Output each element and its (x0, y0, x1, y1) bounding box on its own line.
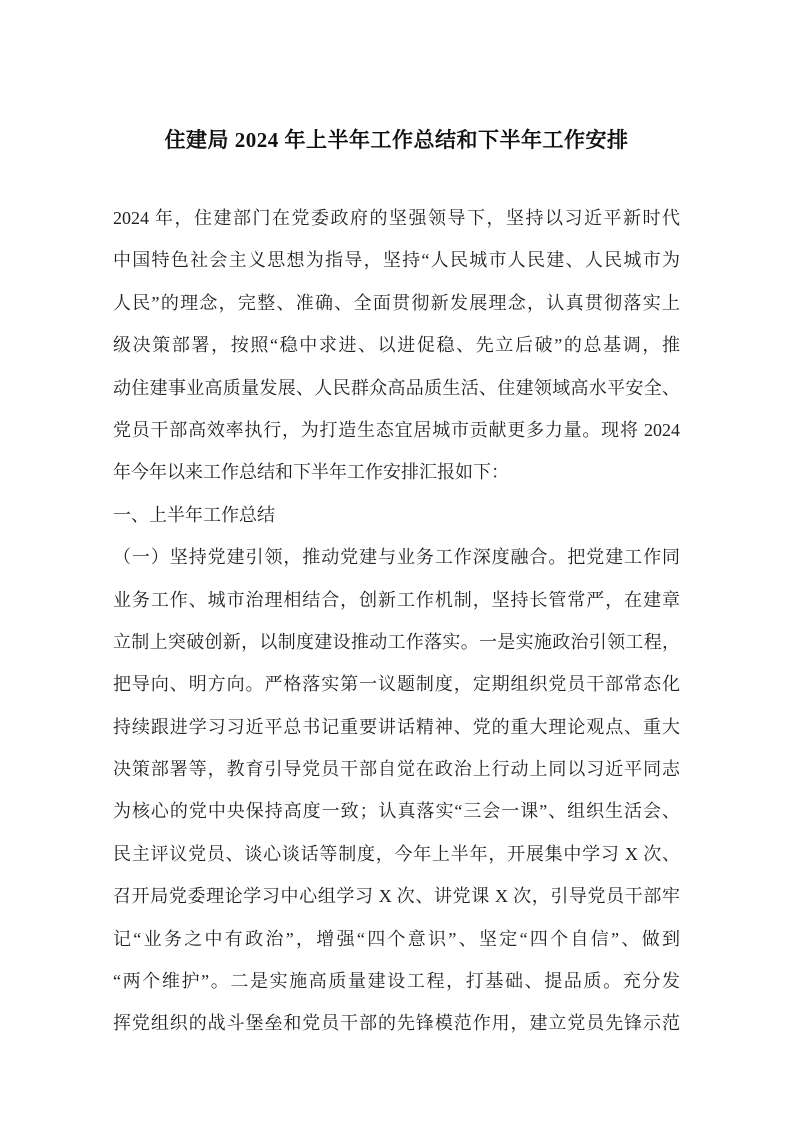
document-title: 住建局 2024 年上半年工作总结和下半年工作安排 (164, 128, 629, 152)
text-line: 记“业务之中有政治”，增强“四个意识”、坚定“四个自信”、做到 (113, 928, 680, 949)
text-line: 民主评议党员、谈心谈话等制度，今年上半年，开展集中学习 X 次、 (113, 843, 680, 864)
text-line: 中国特色社会主义思想为指导，坚持“人民城市人民建、人民城市为 (113, 250, 680, 271)
section-heading-line: 一、上半年工作总结 (113, 504, 275, 525)
text-line: 挥党组织的战斗堡垒和党员干部的先锋模范作用，建立党员先锋示范 (113, 1013, 680, 1034)
subsection-start-line: （一）坚持党建引领，推动党建与业务工作深度融合。把党建工作同 (113, 547, 680, 568)
text-line: 立制上突破创新，以制度建设推动工作落实。一是实施政治引领工程， (113, 631, 680, 652)
paragraph-end-line: 年今年以来工作总结和下半年工作安排汇报如下： (113, 462, 509, 483)
text-line: 2024 年，住建部门在党委政府的坚强领导下，坚持以习近平新时代 (113, 208, 680, 228)
text-line: 把导向、明方向。严格落实第一议题制度，定期组织党员干部常态化 (113, 674, 680, 695)
text-line: 召开局党委理论学习中心组学习 X 次、讲党课 X 次，引导党员干部牢 (113, 886, 680, 907)
text-line: 为核心的党中央保持高度一致；认真落实“三会一课”、组织生活会、 (113, 801, 680, 822)
text-line: 业务工作、城市治理相结合，创新工作机制，坚持长管常严，在建章 (113, 589, 680, 610)
document-body (0, 197, 793, 1045)
text-line: 党员干部高效率执行，为打造生态宜居城市贡献更多力量。现将 2024 (113, 419, 680, 440)
text-line: 人民”的理念，完整、准确、全面贯彻新发展理念，认真贯彻落实上 (113, 292, 680, 313)
text-line: 级决策部署，按照“稳中求进、以进促稳、先立后破”的总基调，推 (113, 335, 680, 356)
text-line: 决策部署等，教育引导党员干部自觉在政治上行动上同以习近平同志 (113, 759, 680, 780)
text-line: “两个维护”。二是实施高质量建设工程，打基础、提品质。充分发 (113, 971, 680, 992)
text-line: 持续跟进学习习近平总书记重要讲话精神、党的重大理论观点、重大 (113, 716, 680, 737)
text-line: 动住建事业高质量发展、人民群众高品质生活、住建领域高水平安全、 (113, 377, 680, 398)
